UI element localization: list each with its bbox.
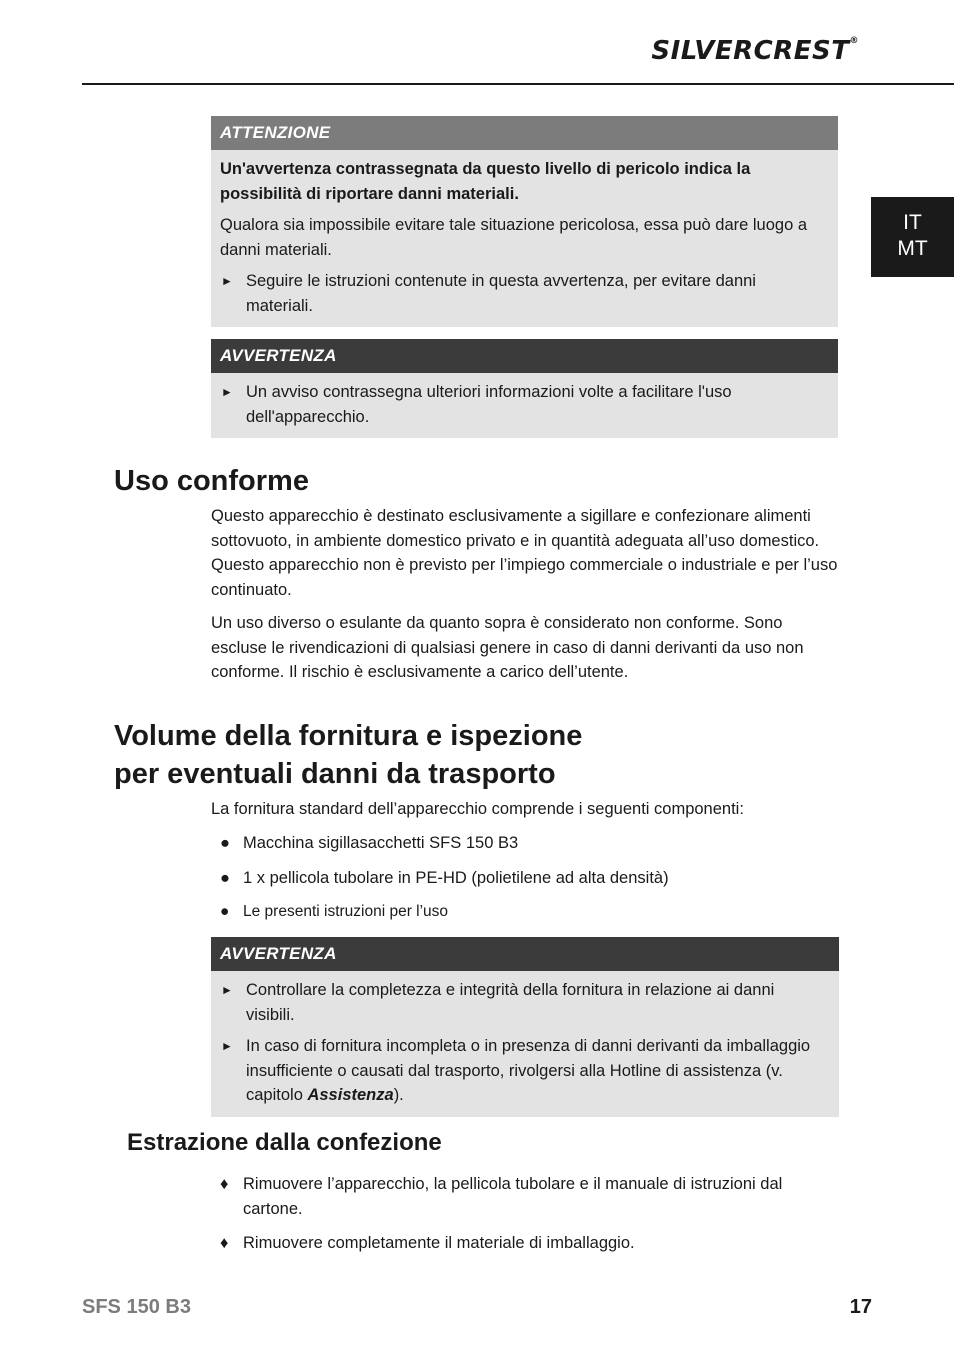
- diamond-bullet-icon: ♦: [220, 1234, 229, 1252]
- chapter-reference: Assistenza: [307, 1086, 394, 1104]
- notice-box-title: AVVERTENZA: [211, 937, 839, 971]
- attention-box: [211, 116, 838, 327]
- list-item: ♦ Rimuovere l’apparecchio, la pellicola tubolare e il manuale di istruzioni dal cartone.: [211, 1172, 841, 1221]
- language-tab: [871, 197, 954, 277]
- heading-intended-use: Uso conforme: [114, 465, 309, 497]
- list-item: ► Seguire le istruzioni contenute in questa avvertenza, per evitare danni materiali.: [220, 269, 822, 318]
- diamond-bullet-icon: ♦: [220, 1175, 229, 1193]
- language-code-it: IT: [903, 211, 922, 234]
- header-rule: [82, 83, 954, 85]
- language-code-mt: MT: [897, 237, 928, 260]
- arrow-bullet-icon: ►: [221, 1039, 233, 1053]
- paragraph: Un uso diverso o esulante da quanto sopra è considerato non conforme. Sono escluse le rivendicazioni di qualsiasi genere in caso di danni derivanti da uso non conforme. Il rischio è esclusivamente a carico dell’utente.: [211, 614, 804, 681]
- heading-delivery: Volume della fornitura e ispezione per eventuali danni da trasporto: [114, 720, 583, 790]
- list-item: ● 1 x pellicola tubolare in PE-HD (polietilene ad alta densità): [211, 866, 841, 891]
- paragraph: Questo apparecchio è destinato esclusivamente a sigillare e confezionare alimenti sottovuoto, in ambiente domestico privato e in quantità adeguata all’uso domestico. Questo apparecchio non è previsto per l’impiego commerciale o industriale e per l’uso continuato.: [211, 507, 838, 599]
- registered-mark: ®: [849, 36, 859, 46]
- footer-model: SFS 150 B3: [82, 1296, 191, 1318]
- attention-box-text: Qualora sia impossibile evitare tale situazione pericolosa, essa può dare luogo a danni materiali.: [220, 216, 808, 259]
- list-item: ► In caso di fornitura incompleta o in presenza di danni derivanti da imballaggio insufficiente o causati dal trasporto, rivolgersi alla Hotline di assistenza (v. capitolo Assistenza).: [220, 1034, 823, 1108]
- notice-box-2: [211, 937, 839, 1117]
- page-number: 17: [849, 1296, 872, 1318]
- list-item: ● Le presenti istruzioni per l’uso: [211, 900, 841, 925]
- notice-box-1: [211, 339, 838, 438]
- paragraph: La fornitura standard dell’apparecchio comprende i seguenti componenti:: [211, 800, 744, 818]
- attention-box-title: ATTENZIONE: [211, 116, 838, 150]
- notice-box-title: AVVERTENZA: [211, 339, 838, 373]
- list-item: ♦ Rimuovere completamente il materiale di imballaggio.: [211, 1231, 841, 1256]
- arrow-bullet-icon: ►: [221, 983, 233, 997]
- brand-logo: SILVERCREST®: [651, 36, 859, 66]
- list-item: ► Controllare la completezza e integrità della fornitura in relazione ai danni visibili.: [220, 978, 823, 1027]
- heading-unpacking: Estrazione dalla confezione: [127, 1129, 442, 1156]
- arrow-bullet-icon: ►: [221, 385, 233, 399]
- attention-box-bold-text: Un'avvertenza contrassegnata da questo livello di pericolo indica la possibilità di riportare danni materiali.: [220, 160, 751, 203]
- list-item: ● Macchina sigillasacchetti SFS 150 B3: [211, 831, 841, 856]
- list-item: ► Un avviso contrassegna ulteriori informazioni volte a facilitare l'uso dell'apparecchio.: [220, 380, 822, 429]
- dot-bullet-icon: ●: [220, 903, 230, 920]
- dot-bullet-icon: ●: [220, 834, 230, 852]
- arrow-bullet-icon: ►: [221, 274, 233, 288]
- dot-bullet-icon: ●: [220, 869, 230, 887]
